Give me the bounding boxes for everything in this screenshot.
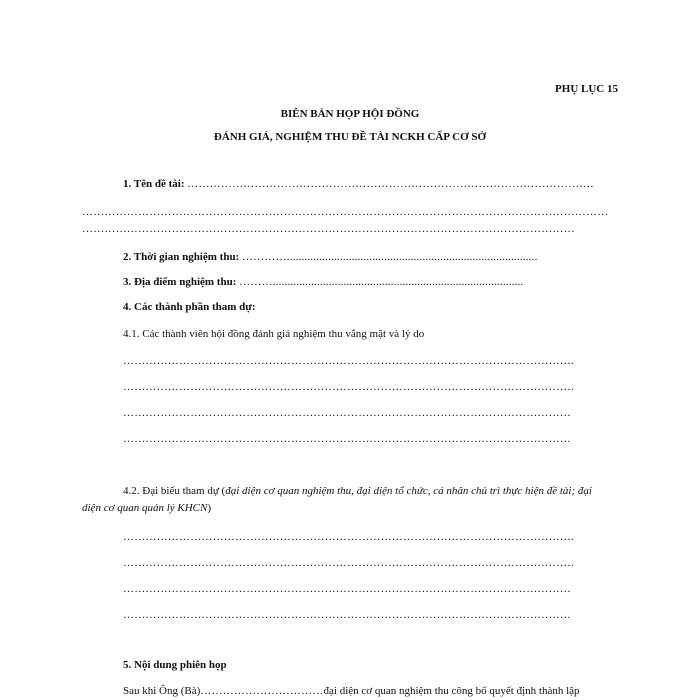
section4-2-row2: [82, 501, 211, 515]
section5-label: 5. Nội dung phiên họp: [123, 659, 227, 671]
section4-1-dots-2: ………………………………………………………………………………………………………….: [123, 381, 574, 393]
section3-dots: ……….....................................................................................: [239, 276, 524, 288]
section4-2-italic-line2: diện cơ quan quản lý KHCN: [82, 502, 208, 514]
section5-line1-suffix: đại diện cơ quan nghiệm thu công bố quyết định thành lập: [323, 685, 580, 697]
section2-dots: ………….....................................................................................: [241, 251, 538, 263]
appendix-label: PHỤ LỤC 15: [555, 83, 618, 95]
section4-2-italic-line1: đại diện cơ quan nghiệm thu, đại diện tổ chức, cá nhân chủ trì thực hiện đề tài; đại: [225, 485, 592, 497]
section1-label: 1. Tên đề tài:: [123, 178, 185, 190]
section1-dots: ……………………………………………………………………………………………….: [187, 178, 594, 190]
section4-2-suffix: ): [207, 502, 212, 514]
section5-line1: [123, 684, 580, 698]
section3-label: 3. Địa điểm nghiệm thu:: [123, 276, 237, 288]
section4-2-dots-1: ………………………………………………………………………………………………………….: [123, 531, 574, 543]
section1-row: [123, 177, 593, 191]
document-title-line1: BIÊN BẢN HỌP HỘI ĐỒNG: [280, 108, 420, 120]
section4-label: 4. Các thành phần tham dự:: [123, 301, 256, 313]
section4-1-dots-3: …………………………………………………………………………………………………………: [123, 407, 571, 419]
section4-2-dots-2: ………………………………………………………………………………………………………….: [123, 557, 574, 569]
section4-2-row1: [123, 484, 592, 498]
section4-2-dots-4: …………………………………………………………………………………………………………: [123, 609, 571, 621]
section4-1-label: 4.1. Các thành viên hội đồng đánh giá nghiệm thu vắng mặt và lý do: [123, 328, 425, 340]
section4-1-dots-1: ………………………………………………………………………………………………………….: [123, 355, 574, 367]
section2-row: [123, 250, 538, 264]
section2-label: 2. Thời gian nghiệm thu:: [123, 251, 240, 263]
section4-1-dots-4: …………………………………………………………………………………………………………: [123, 433, 571, 445]
section1-dots-line3: ……………………………………………………………………………………………………………………: [82, 223, 575, 235]
section4-2-prefix: 4.2. Đại biểu tham dự (: [123, 485, 226, 497]
document-title-line2: ĐÁNH GIÁ, NGHIỆM THU ĐỀ TÀI NCKH CẤP CƠ SỞ: [213, 131, 487, 143]
section3-row: [123, 275, 523, 289]
section5-line1-dots: ……………………………: [200, 685, 324, 697]
section4-2-dots-3: …………………………………………………………………………………………………………: [123, 583, 571, 595]
section5-line1-prefix: Sau khi Ông (Bà): [123, 685, 201, 697]
section1-dots-line2: ……………………………………………………………………………………………………………………………: [82, 206, 609, 218]
